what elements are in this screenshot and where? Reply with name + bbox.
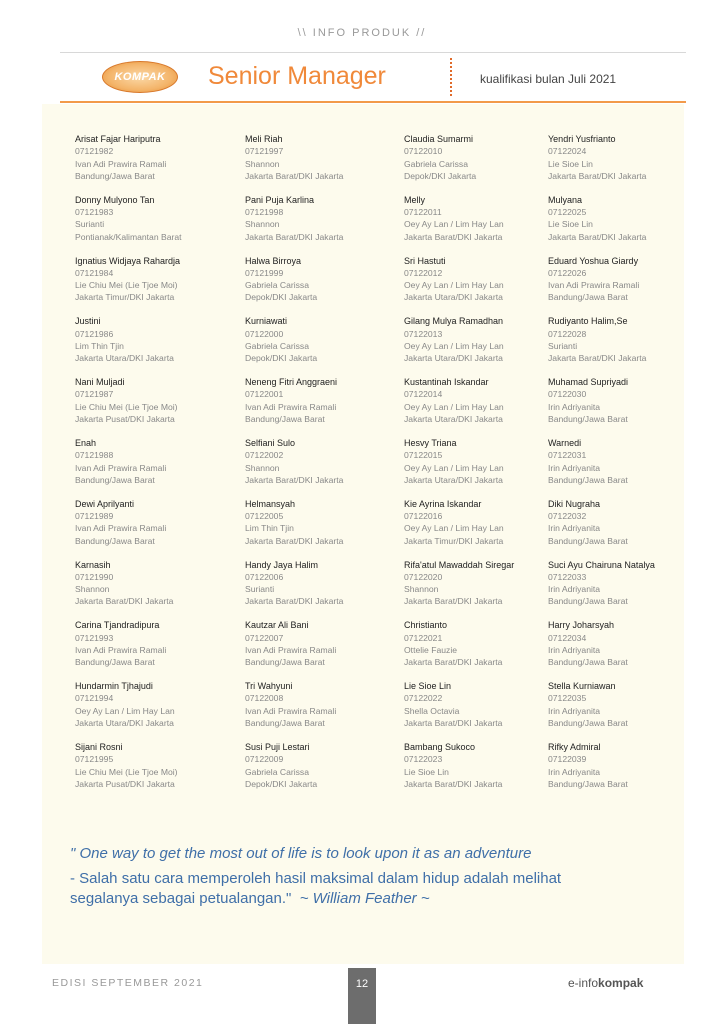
member-location: Jakarta Pusat/DKI Jakarta: [75, 778, 175, 789]
member-name: Nani Muljadi: [75, 377, 125, 388]
member-sponsor: Lie Chiu Mei (Lie Tjoe Moi): [75, 401, 178, 412]
member-entry: [404, 194, 564, 243]
member-name: Handy Jaya Halim: [245, 559, 319, 570]
header-top-rule: [60, 52, 686, 53]
member-entry: [245, 680, 405, 729]
brand-label: [568, 976, 643, 990]
member-location: Jakarta Barat/DKI Jakarta: [404, 778, 503, 789]
member-name: Hesvy Triana: [404, 438, 457, 448]
member-name: Carina Tjandradipura: [75, 620, 160, 631]
header-bottom-rule: [60, 101, 686, 103]
member-entry: [245, 133, 405, 182]
quote-block: [70, 844, 670, 909]
member-sponsor: Irin Adriyanita: [548, 705, 601, 716]
member-sponsor: Surianti: [75, 219, 105, 230]
member-entry: [548, 437, 708, 486]
quote-indonesian-line2: [70, 889, 670, 909]
member-entry: [245, 376, 405, 425]
member-id: 07122025: [548, 207, 587, 218]
member-sponsor: Irin Adriyanita: [548, 584, 601, 595]
member-location: Jakarta Barat/DKI Jakarta: [245, 596, 344, 607]
member-location: Jakarta Barat/DKI Jakarta: [548, 170, 647, 181]
member-location: Jakarta Barat/DKI Jakarta: [245, 535, 344, 546]
member-id: 07121984: [75, 267, 114, 278]
member-name: Karnasih: [75, 559, 111, 570]
member-location: Depok/DKI Jakarta: [404, 170, 477, 181]
member-id: 07122011: [404, 207, 442, 218]
member-id: 07121990: [75, 571, 114, 582]
member-id: 07121993: [75, 632, 114, 643]
member-entry: [75, 498, 235, 547]
member-location: Jakarta Barat/DKI Jakarta: [404, 657, 503, 668]
member-sponsor: Gabriela Carissa: [245, 766, 309, 777]
member-sponsor: Ottelie Fauzie: [404, 644, 458, 655]
member-sponsor: Surianti: [548, 340, 578, 351]
member-location: Pontianak/Kalimantan Barat: [75, 231, 182, 242]
member-name: Enah: [75, 438, 97, 448]
member-location: Bandung/Jawa Barat: [548, 778, 628, 789]
member-location: Jakarta Barat/DKI Jakarta: [75, 596, 174, 607]
member-id: 07121997: [245, 146, 284, 157]
member-sponsor: Oey Ay Lan / Lim Hay Lan: [404, 219, 504, 230]
member-location: Bandung/Jawa Barat: [75, 535, 155, 546]
member-name: Yendri Yusfrianto: [548, 134, 616, 144]
member-sponsor: Shannon: [75, 584, 110, 595]
member-sponsor: Oey Ay Lan / Lim Hay Lan: [404, 340, 504, 351]
member-entry: [404, 133, 564, 182]
member-location: Bandung/Jawa Barat: [548, 535, 628, 546]
member-entry: [245, 619, 405, 668]
member-location: Bandung/Jawa Barat: [548, 474, 628, 485]
member-id: 07122032: [548, 511, 587, 522]
member-sponsor: Lie Chiu Mei (Lie Tjoe Moi): [75, 280, 178, 291]
member-id: 07122024: [548, 146, 587, 157]
member-id: 07121988: [75, 450, 114, 461]
member-id: 07122021: [404, 632, 443, 643]
member-location: Bandung/Jawa Barat: [75, 474, 155, 485]
member-sponsor: Ivan Adi Prawira Ramali: [75, 644, 167, 655]
member-sponsor: Lim Thin Tjin: [75, 340, 124, 351]
quote-author: ~ William Feather ~: [299, 890, 430, 907]
member-location: Bandung/Jawa Barat: [75, 170, 155, 181]
member-id: 07122012: [404, 267, 443, 278]
member-id: 07122028: [548, 328, 587, 339]
member-entry: [245, 741, 405, 790]
member-name: Muhamad Supriyadi: [548, 377, 629, 388]
member-entry: [75, 619, 235, 668]
member-entry: [404, 619, 564, 668]
member-id: 07121989: [75, 511, 114, 522]
member-id: 07121995: [75, 754, 114, 765]
member-id: 07122030: [548, 389, 587, 400]
member-entry: [548, 255, 708, 304]
member-location: Bandung/Jawa Barat: [245, 718, 325, 729]
member-name: Diki Nugraha: [548, 498, 601, 509]
member-location: Depok/DKI Jakarta: [245, 292, 318, 303]
member-name: Kustantinah Iskandar: [404, 377, 489, 388]
member-location: Jakarta Utara/DKI Jakarta: [404, 353, 503, 364]
member-name: Donny Mulyono Tan: [75, 194, 155, 205]
edition-label: EDISI SEPTEMBER 2021: [52, 977, 204, 989]
member-location: Bandung/Jawa Barat: [548, 596, 628, 607]
member-id: 07122031: [548, 450, 587, 461]
member-id: 07122020: [404, 571, 443, 582]
member-name: Selfiani Sulo: [245, 438, 296, 448]
member-sponsor: Oey Ay Lan / Lim Hay Lan: [75, 705, 175, 716]
member-name: Harry Joharsyah: [548, 620, 615, 631]
member-sponsor: Irin Adriyanita: [548, 462, 601, 473]
page-title: Senior Manager: [208, 62, 386, 90]
member-sponsor: Irin Adriyanita: [548, 766, 601, 777]
member-name: Halwa Birroya: [245, 255, 302, 266]
member-id: 07121998: [245, 207, 284, 218]
member-sponsor: Oey Ay Lan / Lim Hay Lan: [404, 280, 504, 291]
member-entry: [548, 619, 708, 668]
member-location: Bandung/Jawa Barat: [75, 657, 155, 668]
member-name: Helmansyah: [245, 498, 296, 509]
member-name: Sijani Rosni: [75, 742, 123, 752]
member-name: Ignatius Widjaya Rahardja: [75, 255, 181, 266]
member-id: 07122007: [245, 632, 284, 643]
member-id: 07122000: [245, 328, 284, 339]
member-name: Sri Hastuti: [404, 255, 446, 266]
member-id: 07122035: [548, 693, 587, 704]
member-sponsor: Ivan Adi Prawira Ramali: [245, 644, 337, 655]
member-id: 07121982: [75, 146, 114, 157]
qualification-label: kualifikasi bulan Juli 2021: [480, 72, 617, 86]
member-name: Warnedi: [548, 438, 582, 448]
quote-indonesian-end: segalanya sebagai petualangan.": [70, 890, 292, 907]
member-location: Bandung/Jawa Barat: [548, 292, 628, 303]
member-location: Jakarta Pusat/DKI Jakarta: [75, 414, 175, 425]
member-location: Bandung/Jawa Barat: [548, 718, 628, 729]
member-entry: [245, 315, 405, 364]
member-sponsor: Ivan Adi Prawira Ramali: [75, 158, 167, 169]
member-name: Christianto: [404, 620, 448, 631]
member-id: 07121987: [75, 389, 114, 400]
member-sponsor: Oey Ay Lan / Lim Hay Lan: [404, 523, 504, 534]
member-id: 07122006: [245, 571, 284, 582]
member-location: Jakarta Utara/DKI Jakarta: [75, 353, 174, 364]
member-id: 07122008: [245, 693, 284, 704]
member-name: Kautzar Ali Bani: [245, 620, 309, 631]
member-name: Meli Riah: [245, 134, 283, 144]
member-sponsor: Lie Sioe Lin: [548, 158, 593, 169]
member-id: 07121999: [245, 267, 284, 278]
member-sponsor: Lim Thin Tjin: [245, 523, 294, 534]
member-entry: [548, 680, 708, 729]
page-number: 12: [348, 968, 376, 1024]
member-entry: [245, 498, 405, 547]
member-entry: [245, 194, 405, 243]
member-name: Arisat Fajar Hariputra: [75, 134, 161, 144]
member-entry: [548, 559, 708, 608]
member-location: Jakarta Barat/DKI Jakarta: [245, 474, 344, 485]
quote-english: " One way to get the most out of life is to look upon it as an adventure: [70, 845, 532, 862]
member-entry: [404, 376, 564, 425]
member-location: Jakarta Utara/DKI Jakarta: [404, 414, 503, 425]
member-location: Jakarta Barat/DKI Jakarta: [404, 718, 503, 729]
member-sponsor: Irin Adriyanita: [548, 401, 601, 412]
member-entry: [404, 559, 564, 608]
member-sponsor: Ivan Adi Prawira Ramali: [75, 462, 167, 473]
member-sponsor: Oey Ay Lan / Lim Hay Lan: [404, 462, 504, 473]
member-id: 07122010: [404, 146, 443, 157]
member-entry: [548, 741, 708, 790]
member-name: Justini: [75, 316, 101, 327]
member-location: Depok/DKI Jakarta: [245, 353, 318, 364]
member-location: Bandung/Jawa Barat: [548, 414, 628, 425]
member-sponsor: Shannon: [245, 462, 280, 473]
member-sponsor: Shannon: [245, 219, 280, 230]
member-entry: [548, 498, 708, 547]
member-id: 07121994: [75, 693, 114, 704]
member-name: Mulyana: [548, 194, 583, 205]
page-header: [60, 52, 686, 102]
member-location: Jakarta Barat/DKI Jakarta: [245, 231, 344, 242]
member-location: Jakarta Barat/DKI Jakarta: [548, 231, 647, 242]
member-name: Suci Ayu Chairuna Natalya: [548, 559, 655, 570]
member-location: Jakarta Timur/DKI Jakarta: [404, 535, 504, 546]
member-name: Melly: [404, 194, 426, 205]
member-id: 07122001: [245, 389, 284, 400]
member-location: Jakarta Utara/DKI Jakarta: [404, 292, 503, 303]
member-id: 07122039: [548, 754, 587, 765]
member-sponsor: Lie Sioe Lin: [548, 219, 593, 230]
member-sponsor: Irin Adriyanita: [548, 644, 601, 655]
member-location: Jakarta Utara/DKI Jakarta: [75, 718, 174, 729]
member-name: Hundarmin Tjhajudi: [75, 681, 153, 692]
member-location: Jakarta Barat/DKI Jakarta: [245, 170, 344, 181]
member-sponsor: Ivan Adi Prawira Ramali: [245, 705, 337, 716]
member-id: 07122015: [404, 450, 443, 461]
member-id: 07121986: [75, 328, 114, 339]
member-name: Pani Puja Karlina: [245, 194, 315, 205]
brand-prefix: e-info: [568, 976, 599, 990]
member-sponsor: Oey Ay Lan / Lim Hay Lan: [404, 401, 504, 412]
member-id: 07122022: [404, 693, 443, 704]
member-sponsor: Ivan Adi Prawira Ramali: [75, 523, 167, 534]
member-name: Gilang Mulya Ramadhan: [404, 316, 504, 327]
member-sponsor: Shannon: [404, 584, 439, 595]
member-location: Jakarta Timur/DKI Jakarta: [75, 292, 175, 303]
header-divider: [450, 58, 452, 96]
member-entry: [245, 437, 405, 486]
member-id: 07122002: [245, 450, 284, 461]
member-sponsor: Gabriela Carissa: [245, 280, 309, 291]
member-id: 07122009: [245, 754, 284, 765]
member-sponsor: Lie Chiu Mei (Lie Tjoe Moi): [75, 766, 178, 777]
member-sponsor: Ivan Adi Prawira Ramali: [548, 280, 640, 291]
member-name: Susi Puji Lestari: [245, 742, 310, 752]
member-id: 07122005: [245, 511, 284, 522]
member-entry: [75, 437, 235, 486]
member-entry: [548, 315, 708, 364]
member-entry: [404, 255, 564, 304]
member-location: Jakarta Barat/DKI Jakarta: [548, 353, 647, 364]
member-entry: [404, 741, 564, 790]
member-entry: [75, 741, 235, 790]
member-entry: [548, 376, 708, 425]
section-label: \\ INFO PRODUK //: [297, 27, 427, 39]
member-sponsor: Shannon: [245, 158, 280, 169]
kompak-logo: KOMPAK: [102, 61, 178, 93]
member-sponsor: Shella Octavia: [404, 705, 460, 716]
member-name: Neneng Fitri Anggraeni: [245, 377, 338, 388]
member-sponsor: Ivan Adi Prawira Ramali: [245, 401, 337, 412]
member-name: Kurniawati: [245, 316, 288, 327]
member-id: 07122013: [404, 328, 443, 339]
member-location: Depok/DKI Jakarta: [245, 778, 318, 789]
member-entry: [404, 680, 564, 729]
member-sponsor: Surianti: [245, 584, 275, 595]
member-entry: [75, 255, 235, 304]
member-name: Rifa'atul Mawaddah Siregar: [404, 559, 515, 570]
member-id: 07122034: [548, 632, 587, 643]
member-entry: [404, 315, 564, 364]
brand-name: kompak: [598, 976, 644, 990]
member-entry: [75, 133, 235, 182]
member-location: Bandung/Jawa Barat: [548, 657, 628, 668]
member-id: 07121983: [75, 207, 114, 218]
member-entry: [75, 376, 235, 425]
member-location: Bandung/Jawa Barat: [245, 657, 325, 668]
member-name: Rudiyanto Halim,Se: [548, 316, 628, 327]
member-entry: [245, 559, 405, 608]
member-sponsor: Lie Sioe Lin: [404, 766, 449, 777]
member-entry: [75, 559, 235, 608]
member-name: Rifky Admiral: [548, 742, 601, 752]
member-name: Kie Ayrina Iskandar: [404, 498, 482, 509]
member-id: 07122033: [548, 571, 587, 582]
member-name: Claudia Sumarmi: [404, 134, 474, 144]
member-entry: [548, 194, 708, 243]
member-id: 07122023: [404, 754, 443, 765]
member-name: Lie Sioe Lin: [404, 681, 452, 692]
member-entry: [75, 315, 235, 364]
member-name: Bambang Sukoco: [404, 742, 476, 752]
member-entry: [245, 255, 405, 304]
member-id: 07122014: [404, 389, 443, 400]
member-sponsor: Gabriela Carissa: [245, 340, 309, 351]
member-sponsor: Gabriela Carissa: [404, 158, 468, 169]
member-entry: [75, 680, 235, 729]
member-location: Jakarta Barat/DKI Jakarta: [404, 596, 503, 607]
member-entry: [75, 194, 235, 243]
member-sponsor: Irin Adriyanita: [548, 523, 601, 534]
member-location: Bandung/Jawa Barat: [245, 414, 325, 425]
member-id: 07122016: [404, 511, 443, 522]
member-name: Stella Kurniawan: [548, 681, 616, 692]
member-entry: [404, 498, 564, 547]
member-location: Jakarta Barat/DKI Jakarta: [404, 231, 503, 242]
member-id: 07122026: [548, 267, 587, 278]
member-name: Dewi Aprilyanti: [75, 498, 135, 509]
member-location: Jakarta Utara/DKI Jakarta: [404, 474, 503, 485]
member-name: Eduard Yoshua Giardy: [548, 255, 639, 266]
member-entry: [404, 437, 564, 486]
member-name: Tri Wahyuni: [245, 681, 293, 692]
quote-indonesian-line1: - Salah satu cara memperoleh hasil maksimal dalam hidup adalah melihat: [70, 870, 562, 887]
member-entry: [548, 133, 708, 182]
